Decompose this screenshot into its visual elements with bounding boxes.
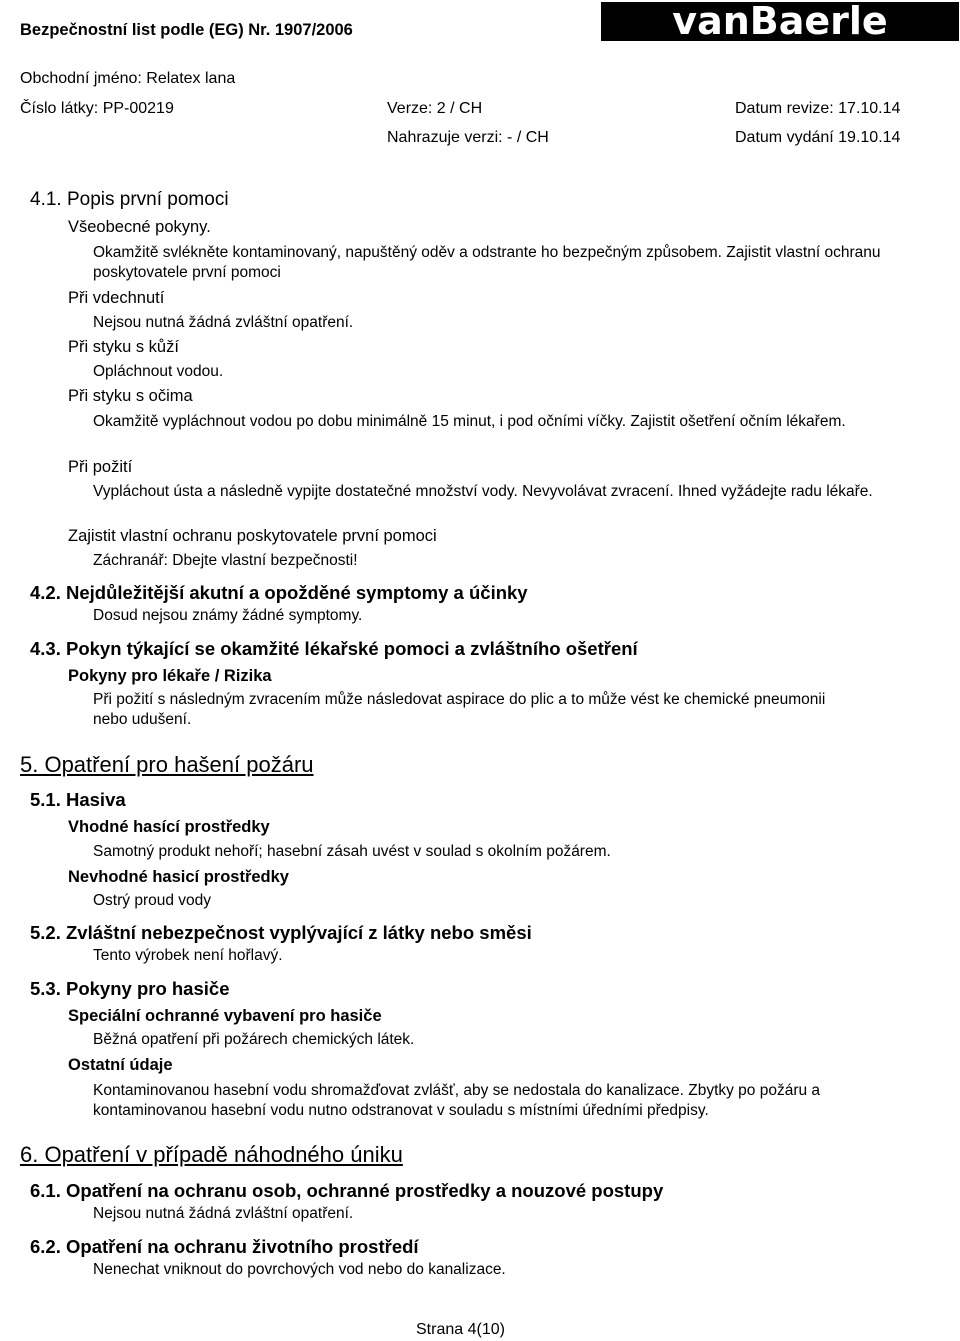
skin-label: Při styku s kůží — [68, 338, 179, 356]
substance-number: Číslo látky: PP-00219 — [20, 100, 174, 117]
replaces-version: Nahrazuje verzi: - / CH — [387, 129, 549, 146]
general-label: Všeobecné pokyny. — [68, 218, 211, 236]
page-number: Strana 4(10) — [416, 1321, 505, 1338]
unsuitable-media-label: Nevhodné hasicí prostředky — [68, 868, 289, 886]
section-6-1-text: Nejsou nutná žádná zvláštní opatření. — [93, 1205, 354, 1222]
protect-text: Záchranář: Dbejte vlastní bezpečnosti! — [93, 552, 358, 569]
section-5-1-heading: 5.1. Hasiva — [30, 789, 126, 810]
other-info-text: Kontaminovanou hasební vodu shromažďovat zvlášť, aby se nedostala do kanalizace. Zbytky po požáru a kontaminovanou hasební vodu nutno odstranovat v souladu s místními úředními předpisy. — [93, 1082, 821, 1119]
section-4-2-heading: 4.2. Nejdůležitější akutní a opožděné symptomy a účinky — [30, 582, 528, 603]
trade-name: Obchodní jméno: Relatex lana — [20, 70, 236, 87]
equipment-label: Speciální ochranné vybavení pro hasiče — [68, 1007, 382, 1025]
ingest-label: Při požití — [68, 458, 133, 476]
doctor-notes-label: Pokyny pro lékaře / Rizika — [68, 667, 272, 685]
protect-label: Zajistit vlastní ochranu poskytovatele první pomoci — [68, 527, 437, 545]
document-title: Bezpečnostní list podle (EG) Nr. 1907/2006 — [20, 21, 353, 39]
section-4-2-text: Dosud nejsou známy žádné symptomy. — [93, 607, 363, 624]
section-4-3-heading: 4.3. Pokyn týkající se okamžité lékařské pomoci a zvláštního ošetření — [30, 638, 638, 659]
section-5-2-heading: 5.2. Zvláštní nebezpečnost vyplývající z látky nebo směsi — [30, 922, 532, 943]
section-6-1-heading: 6.1. Opatření na ochranu osob, ochranné prostředky a nouzové postupy — [30, 1180, 664, 1201]
section-4-1-heading: 4.1. Popis první pomoci — [30, 189, 229, 210]
eyes-label: Při styku s očima — [68, 387, 193, 405]
section-5-2-text: Tento výrobek není hořlavý. — [93, 947, 283, 964]
inhale-text: Nejsou nutná žádná zvláštní opatření. — [93, 314, 354, 331]
vanbaerle-logo: vanBaerle — [601, 2, 959, 41]
section-6-heading: 6. Opatření v případě náhodného úniku — [20, 1142, 403, 1167]
other-info-label: Ostatní údaje — [68, 1056, 173, 1074]
skin-text: Opláchnout vodou. — [93, 363, 224, 380]
inhale-label: Při vdechnutí — [68, 289, 165, 307]
general-text: Okamžitě svlékněte kontaminovaný, napuštěný oděv a odstrante ho bezpečným způsobem. Zajistit vlastní ochranu poskytovatele první pomoci — [93, 244, 881, 281]
issue-date: Datum vydání 19.10.14 — [735, 129, 901, 146]
equipment-text: Běžná opatření při požárech chemických látek. — [93, 1031, 415, 1048]
revision-date: Datum revize: 17.10.14 — [735, 100, 901, 117]
doctor-notes-text: Při požití s následným zvracením může následovat aspirace do plic a to může vést ke chemické pneumonii nebo udušení. — [93, 691, 826, 728]
section-6-2-heading: 6.2. Opatření na ochranu životního prostředí — [30, 1236, 419, 1257]
section-5-3-heading: 5.3. Pokyny pro hasiče — [30, 978, 230, 999]
section-6-2-text: Nenechat vniknout do povrchových vod nebo do kanalizace. — [93, 1261, 506, 1278]
ingest-text: Vypláchout ústa a následně vypijte dostatečné množství vody. Nevyvolávat zvracení. Ihned vyžádejte radu lékaře. — [93, 483, 873, 500]
version: Verze: 2 / CH — [387, 100, 483, 117]
unsuitable-media-text: Ostrý proud vody — [93, 892, 212, 909]
section-5-heading: 5. Opatření pro hašení požáru — [20, 752, 314, 777]
eyes-text: Okamžitě vypláchnout vodou po dobu minimálně 15 minut, i pod očními víčky. Zajistit ošetření očním lékařem. — [93, 413, 846, 430]
suitable-media-text: Samotný produkt nehoří; hasební zásah uvést v soulad s okolním požárem. — [93, 843, 611, 860]
suitable-media-label: Vhodné hasící prostředky — [68, 818, 270, 836]
